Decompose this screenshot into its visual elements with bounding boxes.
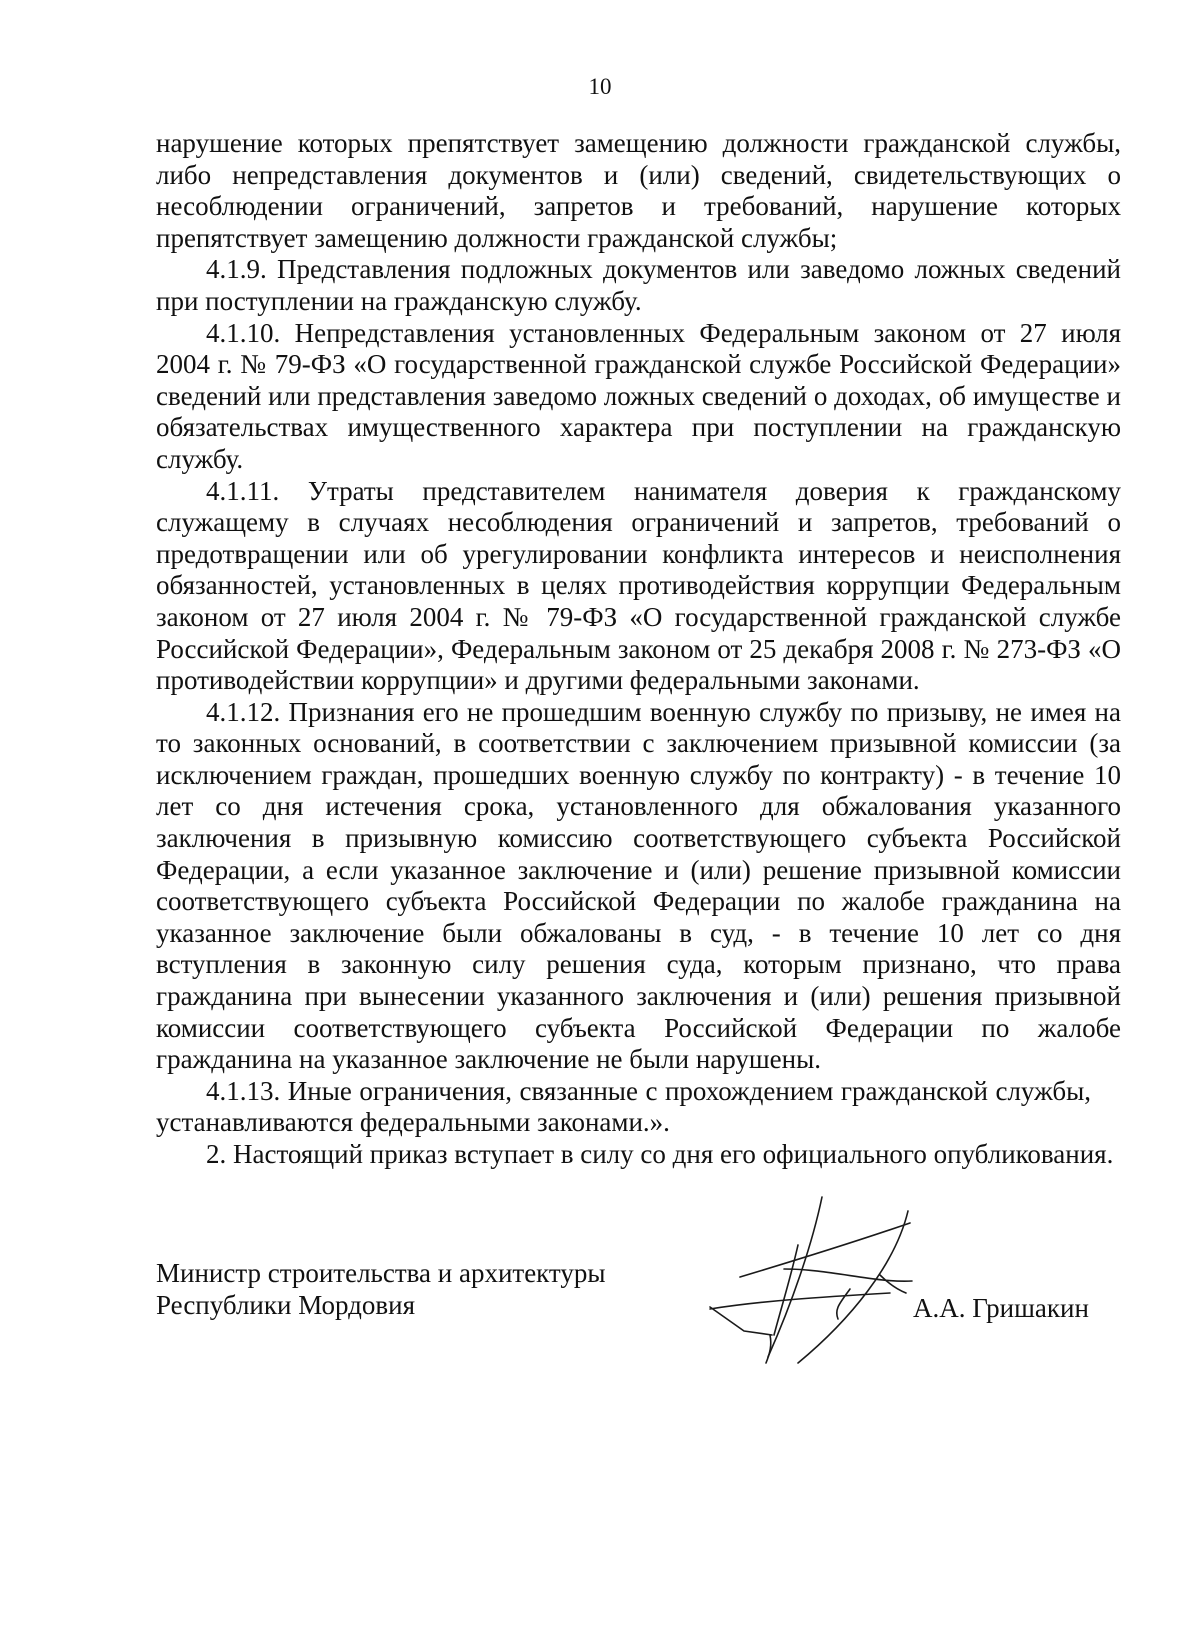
page-number: 10 [588, 74, 612, 99]
paragraph-4-1-10: 4.1.10. Непредставления установленных Федеральным законом от 27 июля 2004 г. № 79-ФЗ «О государственной гражданской службе Российской Федерации» сведений или представления заведомо ложных сведений о доходах, об имуществе и обязательствах имущественного характера при поступлении на гражданскую службу. [156, 317, 1121, 474]
signature-stroke [766, 1335, 771, 1363]
signatory-name: А.А. Гришакин [913, 1293, 1089, 1323]
paragraph-4-1-12: 4.1.12. Признания его не прошедшим военную службу по призыву, не имея на то законных оснований, в соответствии с заключением призывной комиссии (за исключением граждан, прошедших военную службу по контракту) - в течение 10 лет со дня истечения срока, установленного для обжалования указанного заключения в призывную комиссию соответствующего субъекта Российской Федерации, а если указанное заключение и (или) решение призывной комиссии соответствующего субъекта Российской Федерации по жалобе гражданина на указанное заключение были обжалованы в суд, - в течение 10 лет со дня вступления в законную силу решения суда, которым признано, что права гражданина при вынесении указанного заключения и (или) решения призывной комиссии соответствующего субъекта Российской Федерации по жалобе гражданина на указанное заключение не были нарушены. [156, 696, 1121, 1075]
paragraph-4-1-11: 4.1.11. Утраты представителем нанимателя доверия к гражданскому служащему в случаях несоблюдения ограничений и запретов, требований о предотвращении или об урегулировании конфликта интересов и неисполнения обязанностей, установленных в целях противодействия коррупции Федеральным законом от 27 июля 2004 г. № 79-ФЗ «О государственной гражданской службе Российской Федерации», Федеральным законом от 25 декабря 2008 г. № 273-ФЗ «О противодействии коррупции» и другими федеральными законами. [156, 475, 1121, 696]
document-body [156, 128, 1121, 1171]
signature-stroke [880, 1275, 906, 1293]
signature-stroke [740, 1223, 910, 1277]
signatory-title-line-1: Министр строительства и архитектуры [156, 1258, 606, 1288]
signature-stroke [710, 1293, 890, 1309]
paragraph-continuation: нарушение которых препятствует замещению должности гражданской службы, либо непредставления документов и (или) сведений, свидетельствующих о несоблюдении ограничений, запретов и требований, нарушение которых препятствует замещению должности гражданской службы; [156, 128, 1121, 253]
signature-stroke [768, 1197, 822, 1357]
handwritten-signature [700, 1185, 960, 1365]
paragraph-4-1-13: 4.1.13. Иные ограничения, связанные с прохождением гражданской службы, устанавливаются федеральными законами.». [156, 1075, 1091, 1138]
paragraph-4-1-9: 4.1.9. Представления подложных документов или заведомо ложных сведений при поступлении на гражданскую службу. [156, 254, 1121, 316]
signature-stroke [710, 1307, 772, 1335]
signature-stroke [798, 1211, 908, 1363]
signatory-title [156, 1257, 606, 1321]
signature-stroke [784, 1269, 912, 1281]
signatory-title-line-2: Республики Мордовия [156, 1290, 416, 1320]
paragraph-2-effective-date: 2. Настоящий приказ вступает в силу со дня его официального опубликования. [206, 1139, 1114, 1169]
